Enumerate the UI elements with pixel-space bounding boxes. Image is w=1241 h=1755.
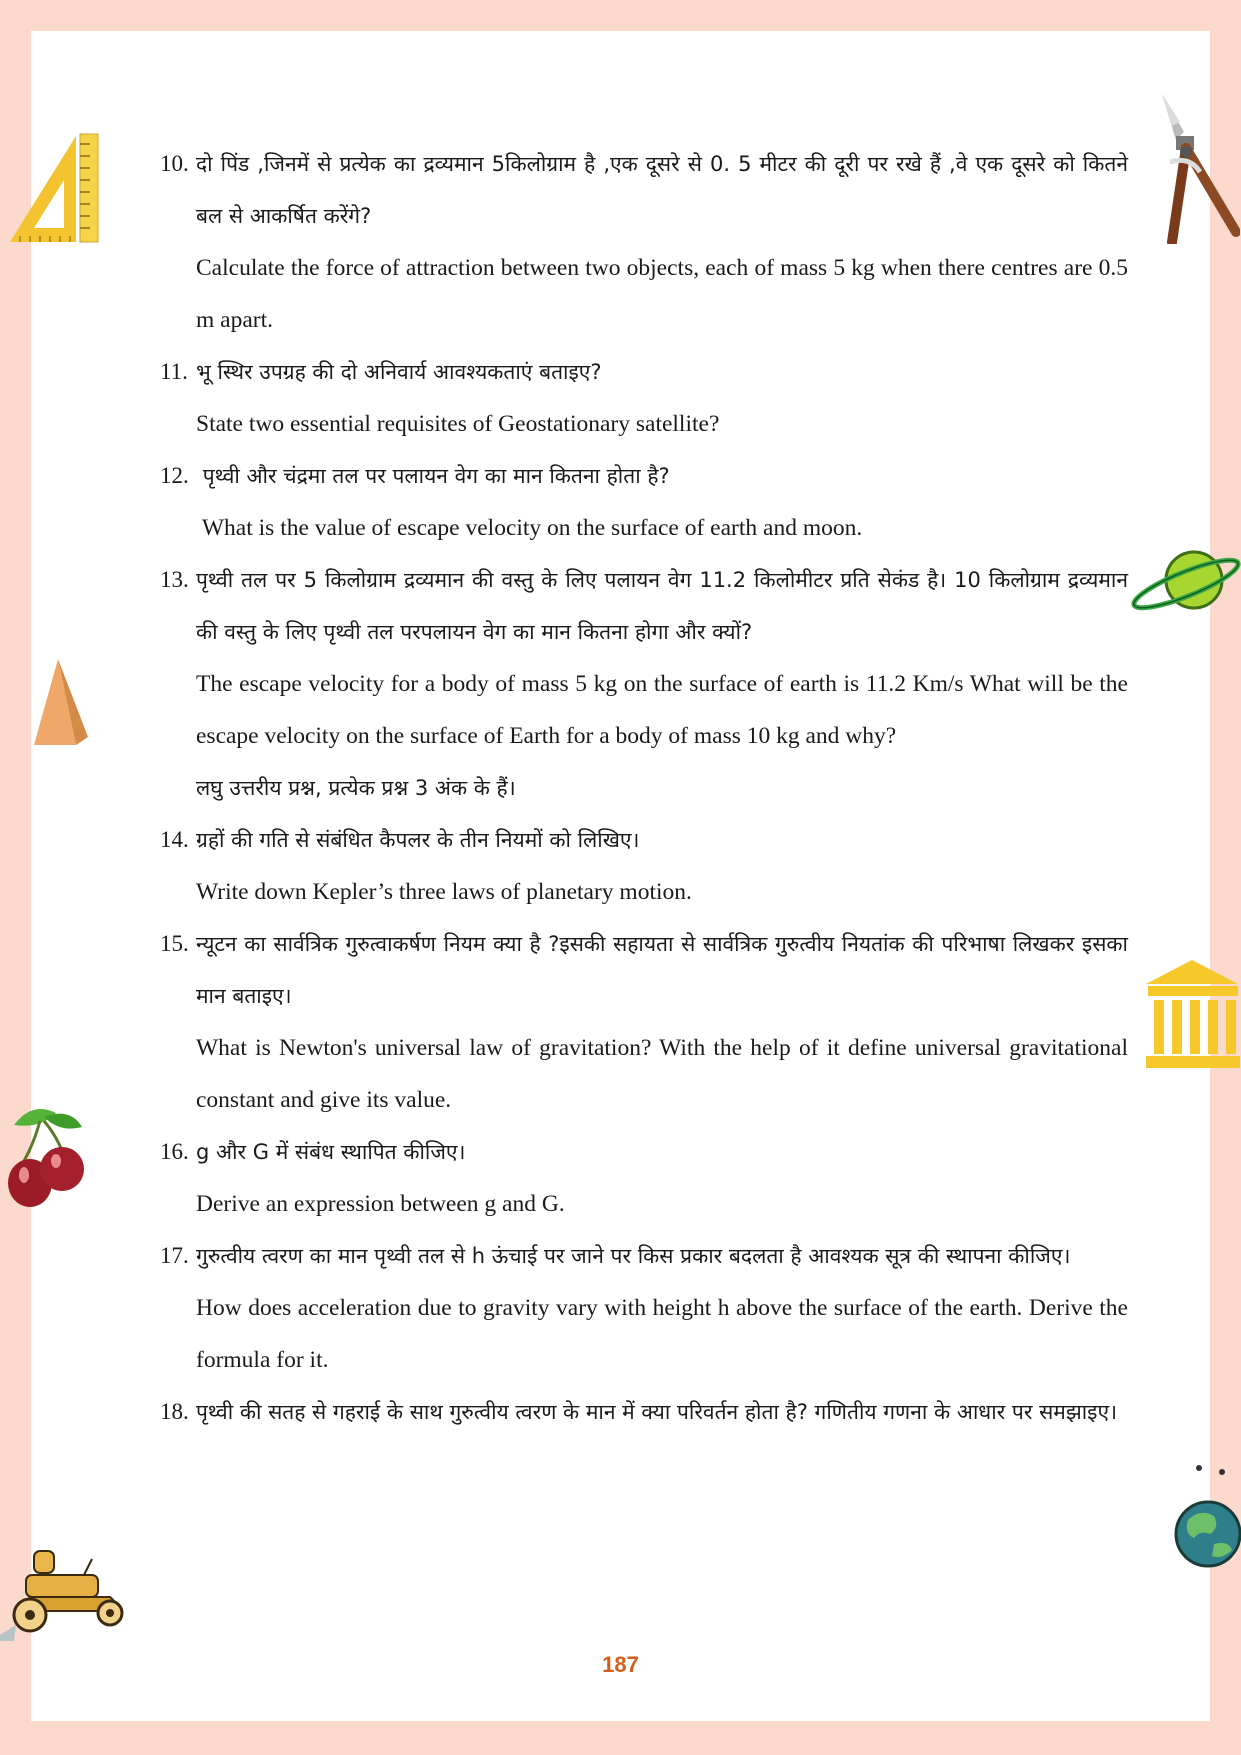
- question-hindi: g और G में संबंध स्थापित कीजिए।: [196, 1140, 466, 1164]
- question-english: Calculate the force of attraction between two objects, each of mass 5 kg when there centres are 0.5 m apart.: [196, 255, 1128, 333]
- question-number: 10.: [160, 151, 189, 176]
- question-english: The escape velocity for a body of mass 5 kg on the surface of earth is 11.2 Km/s What will be the escape velocity on the surface of Earth for a body of mass 10 kg and why?: [196, 671, 1128, 749]
- pruning-shears-icon: [1150, 92, 1240, 244]
- globe-icon: [1170, 1462, 1241, 1570]
- question-english: State two essential requisites of Geostationary satellite?: [196, 411, 720, 437]
- page-number: 187: [602, 1652, 639, 1677]
- question-item: [160, 138, 1128, 346]
- section-note: लघु उत्तरीय प्रश्न, प्रत्येक प्रश्न 3 अंक के हैं।: [196, 776, 516, 800]
- question-english: What is Newton's universal law of gravitation? With the help of it define universal gravitational constant and give its value.: [196, 1035, 1128, 1113]
- question-english: How does acceleration due to gravity vary with height h above the surface of the earth. Derive the formula for it.: [196, 1295, 1128, 1373]
- question-hindi: ग्रहों की गति से संबंधित कैपलर के तीन नियमों को लिखिए।: [196, 828, 640, 852]
- question-hindi: गुरुत्वीय त्वरण का मान पृथ्वी तल से h ऊंचाई पर जाने पर किस प्रकार बदलता है आवश्यक सूत्र की स्थापना कीजिए।: [196, 1244, 1071, 1268]
- question-hindi: दो पिंड ,जिनमें से प्रत्येक का द्रव्यमान 5किलोग्राम है ,एक दूसरे से 0. 5 मीटर की दूरी पर रखे हैं ,वे एक दूसरे को कितने बल से आकर्षित करेंगे?: [196, 152, 1128, 228]
- question-hindi: पृथ्वी और चंद्रमा तल पर पलायन वेग का मान कितना होता है?: [196, 464, 670, 488]
- question-list: [160, 138, 1128, 1438]
- question-hindi: पृथ्वी की सतह से गहराई के साथ गुरुत्वीय त्वरण के मान में क्या परिवर्तन होता है? गणितीय गणना के आधार पर समझाइए।: [196, 1400, 1118, 1424]
- question-number: 15.: [160, 931, 189, 956]
- question-number: 12.: [160, 463, 189, 488]
- question-number: 16.: [160, 1139, 189, 1164]
- question-item: [160, 554, 1128, 762]
- question-english: Derive an expression between g and G.: [196, 1191, 565, 1217]
- question-number: 13.: [160, 567, 189, 592]
- question-item: [160, 346, 1128, 450]
- question-number: 11.: [160, 359, 188, 384]
- question-hindi: भू स्थिर उपग्रह की दो अनिवार्य आवश्यकताएं बताइए?: [196, 360, 602, 384]
- question-number: 14.: [160, 827, 189, 852]
- question-number: 18.: [160, 1399, 189, 1424]
- vintage-car-icon: [0, 1545, 128, 1641]
- question-item: [160, 1386, 1128, 1438]
- question-item: [160, 1230, 1128, 1386]
- question-hindi: पृथ्वी तल पर 5 किलोग्राम द्रव्यमान की वस्तु के लिए पलायन वेग 11.2 किलोमीटर प्रति सेकंड है। 10 किलोग्राम द्रव्यमान की वस्तु के लिए पृथ्वी तल परपलायन वेग का मान कितना होगा और क्यों?: [196, 568, 1128, 644]
- question-item: [160, 814, 1128, 918]
- question-hindi: न्यूटन का सार्वत्रिक गुरुत्वाकर्षण नियम क्या है ?इसकी सहायता से सार्वत्रिक गुरुत्वीय नियतांक की परिभाषा लिखकर इसका मान बताइए।: [196, 932, 1128, 1008]
- question-item: [160, 1126, 1128, 1230]
- pyramid-icon: [32, 657, 90, 747]
- greek-temple-icon: [1144, 958, 1241, 1070]
- question-english: What is the value of escape velocity on the surface of earth and moon.: [196, 515, 863, 541]
- question-item: [160, 918, 1128, 1126]
- question-item: [160, 450, 1128, 554]
- set-square-ruler-icon: [6, 132, 102, 244]
- question-english: Write down Kepler’s three laws of planetary motion.: [196, 879, 692, 905]
- cherries-icon: [4, 1103, 90, 1209]
- question-number: 17.: [160, 1243, 189, 1268]
- saturn-planet-icon: [1128, 548, 1241, 614]
